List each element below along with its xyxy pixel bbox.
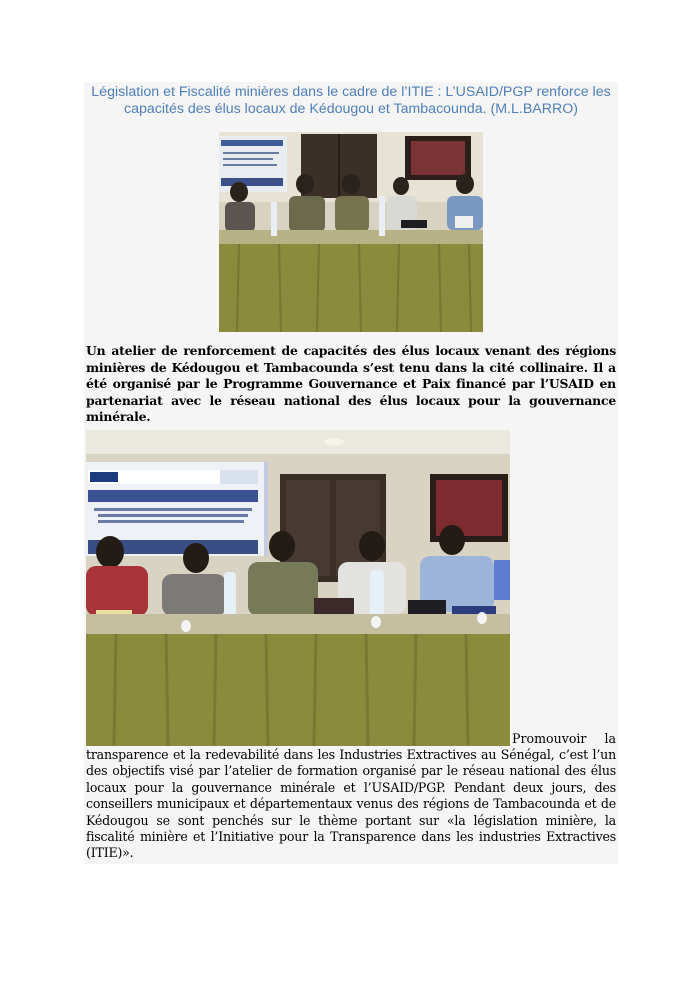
body-first-words: Promouvoir la [512, 731, 616, 746]
workshop-photo-small [219, 132, 483, 332]
article-body: transparence et la redevabilité dans les Industries Extractives au Sénégal, c’est l’un des objectifs visé par l’atelier de formation organisé par le réseau national des élus locaux pour la gouvernance minérale et l’USAID/PGP. Pendant deux jours, des conseillers municipaux et départementaux venus des régions de Tambacounda et de Kédougou se sont penchés sur le thème portant sur «la législation minière, la fiscalité minière et l’Initiative pour la Transparence dans les industries Extractives (ITIE)». [86, 747, 616, 861]
article-lead: Un atelier de renforcement de capacités des élus locaux venant des régions minières de Kédougou et Tambacounda s’est tenu dans la cité collinaire. Il a été organisé par le Programme Gouvernance et Paix financé par l’USAID en partenariat avec le réseau national des élus locaux pour la gouvernance minérale. [86, 343, 616, 424]
workshop-photo-large [86, 430, 510, 746]
article-title: Législation et Fiscalité minières dans le cadre de l’ITIE : L’USAID/PGP renforce les capacités des élus locaux de Kédougou et Tambacounda. (M.L.BARRO) [91, 84, 611, 117]
